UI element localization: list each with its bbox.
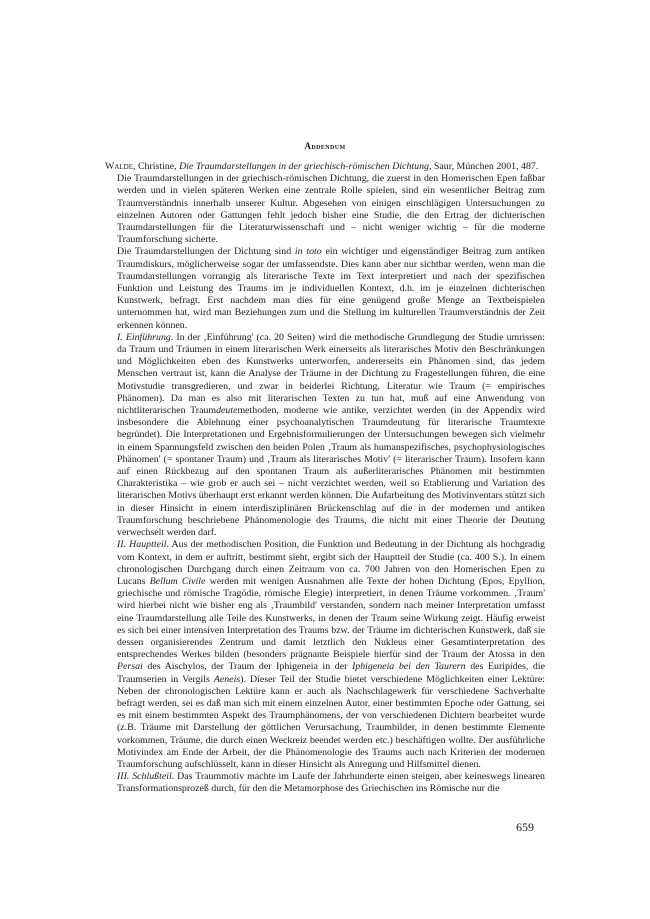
emphasis: deute: [216, 405, 238, 417]
author-name-initial: W: [105, 161, 115, 172]
work-title: Persai: [117, 661, 143, 673]
text-run: . Aus der methodischen Position, die Funktion und Bedeutung in der Dichtung als hochgradig vom Kontext, in dem er auftritt, bestimmt sieht, ergibt sich der Hauptteil der Studie (ca. 400 S.). In einem chronologischen Durchgang durch einen Zeitraum von ca. 700 Jahren von den Homerischen Epen zu Lucans: [117, 539, 545, 587]
text-run: ). Dieser Teil der Studie bietet verschiedene Möglichkeiten einer Lektüre: Neben der chronologischen Lektüre kann er auch als Nachschlagewerk für verschiedene Sachverhalte befragt werden, sei es daß man sich mit einem einzelnen Autor, einer bestimmten Epoche oder Gattung, sei es mit einem bestimmten Aspekt des Traumphänomens, der von verschiedenen Dichtern bearbeitet wurde (z.B. Träume mit Darstellung der göttlichen Verursachung, Traumbilder, in denen bestimmte Elemente vorkommen, Träume, die durch einen Weckreiz beendet werden etc.) beschäftigen wollte. Der ausführliche Motivindex am Ende der Arbeit, der die Phänomenologie des Traums auch nach Kriterien der modernen Traumforschung aufschlüsselt, kann in dieser Hinsicht als Anregung und Hilfsmittel dienen.: [117, 673, 545, 770]
book-title: Die Traumdarstellungen in der griechisch-römischen Dichtung: [179, 161, 429, 172]
work-title: Iphigeneia bei den Taurern: [352, 661, 466, 673]
paragraph-scope: [105, 246, 545, 331]
text-run: . In der ‚Einführung' (ca. 20 Seiten) wird die methodische Grundlegung der Studie umrissen: da Traum und Träumen in einem literarischen Werk einerseits als literarisches Motiv den Beschränkungen und Möglichkeiten eben des Kunstwerks unterworfen, andererseits ein Phänomen sind, das jedem Menschen vertraut ist, kann die Analyse der Träume in der Dichtung zu Fragestellungen führen, die eine Motivstudie transgredieren, und zwar in beiderlei Richtung, Literatur wie Traum (= empirisches Phänomen). Da man es also mit literarischen Texten zu tun hat, muß auf eine Anwendung von nichtliterarischen Traum: [117, 331, 545, 417]
paragraph-main-section: [105, 539, 545, 771]
section-label: III. Schlußteil: [117, 771, 172, 783]
author-name-rest: alde: [114, 161, 133, 172]
text-run: werden mit wenigen Ausnahmen alle Texte der hohen Dichtung (Epos, Epyllion, griechische und römische Tragödie, römische Elegie) interpretiert, in denen Träume vorkommen. ‚Traum' wird hierbei nicht wie bisher eng als ‚Traumbild' verstanden, sondern nach meiner Interpretation umfasst eine Traumdarstellung alle Teile des Kunstwerks, in denen der Traum seine Wirkung zeigt. Häufig erweist es sich bei einer intensiven Interpretation des Traums bzw. der Träume im dichterischen Kunstwerk, daß sie dessen organisierendes Zentrum und damit letztlich den Nukleus einer Gesamtinterpretation des entsprechendes Werkes bilden (besonders prägnante Beispiele hierfür sind der Traum der Atossa in den: [117, 575, 545, 661]
bibliographic-reference: [105, 161, 545, 173]
section-label: II. Hauptteil: [117, 539, 167, 551]
text-run: des Aischylos, der Traum der Iphigeneia in der: [142, 661, 353, 673]
publisher-info: , Saur, München 2001, 487.: [428, 161, 539, 172]
text-run: Die Traumdarstellungen der Dichtung sind: [117, 246, 295, 258]
work-title: Aeneis: [213, 673, 241, 685]
text-run: des Euripides, die Traumserien in Vergils: [117, 661, 545, 685]
emphasis: in toto: [294, 246, 322, 258]
text-run: ein wichtiger und eigenständiger Beitrag zum antiken Traumdiskurs, möglicherweise sogar der umfassendste. Dies kann aber nur sichtbar werden, wenn man die Traumdarstellungen vorrangig als literarische Texte im Text interpretiert und nach der spezifischen Funktion und Leistung des Traums im je individuellen Kontext, d.h. im je einzelnen dichterischen Kunstwerk, befragt. Erst nachdem man dies für eine genügend große Menge an Textbeispielen unternommen hat, wird man Beziehungen zum und die Stellung im kulturellen Traumverständnis der Zeit erkennen können.: [117, 246, 545, 331]
text-run: methoden, moderne wie antike, verzichtet werden (in der Appendix wird insbesondere die Ablehnung einer psychoanalytischen Traumdeutung für literarische Traumtexte begründet). Die Interpretationen und Ergebnisformulierungen der Untersuchungen bewegen sich vielmehr in einem Spannungsfeld zwischen den beiden Polen ‚Traum als humanspezifisches, psychophysiologisches Phänomen' (= spontaner Traum) und ‚Traum als literarisches Motiv' (= literarischer Traum). Insofern kann auf einen Rückbezug auf den spontanen Traum als außerliterarisches Phänomen mit bestimmten Charakteristika – wie grob er auch sei – nicht verzichtet werden, weil so Etablierung und Variation des literarischen Motivs überhaupt erst erkannt werden können. Die Aufarbeitung des Motivinventars stützt sich in dieser Hinsicht in einem interdisziplinären Brückenschlag auf die in der modernen und antiken Traumforschung beschriebene Phänomenologie des Traums, die nicht mit einer Theorie der Deutung verwechselt werden darf.: [117, 405, 546, 539]
paragraph-intro: Die Traumdarstellungen in der griechisch-römischen Dichtung, die zuerst in den Homerischen Epen faßbar werden und in vielen späteren Werken eine zentrale Rolle spielen, sind ein wesentlicher Beitrag zum Traumverständnis innerhalb unserer Kultur. Abgesehen von einigen einschlägigen Untersuchungen zu einzelnen Autoren oder Gattungen fehlt jedoch bisher eine Studie, die den Ertrag der dichterischen Traumdarstellungen für die Literaturwissenschaft und – nicht weniger wichtig – für die moderne Traumforschung sicherte.: [117, 173, 545, 246]
review-body: [105, 161, 545, 796]
section-label: I. Einführung: [117, 331, 171, 343]
author-given-name: , Christine,: [133, 161, 180, 172]
page-number: 659: [516, 820, 534, 834]
work-title: Bellum Civile: [149, 575, 206, 587]
text-run: . Das Traummotiv machte im Laufe der Jahrhunderte einen steigen, aber keineswegs linearen Transformationsprozeß durch, für den die Metamorphose des Griechischen ins Römische nur die: [117, 771, 545, 795]
paragraph-introduction-section: [105, 332, 545, 539]
paragraph-conclusion-section: [105, 771, 545, 795]
page-heading: Addendum: [304, 141, 346, 151]
